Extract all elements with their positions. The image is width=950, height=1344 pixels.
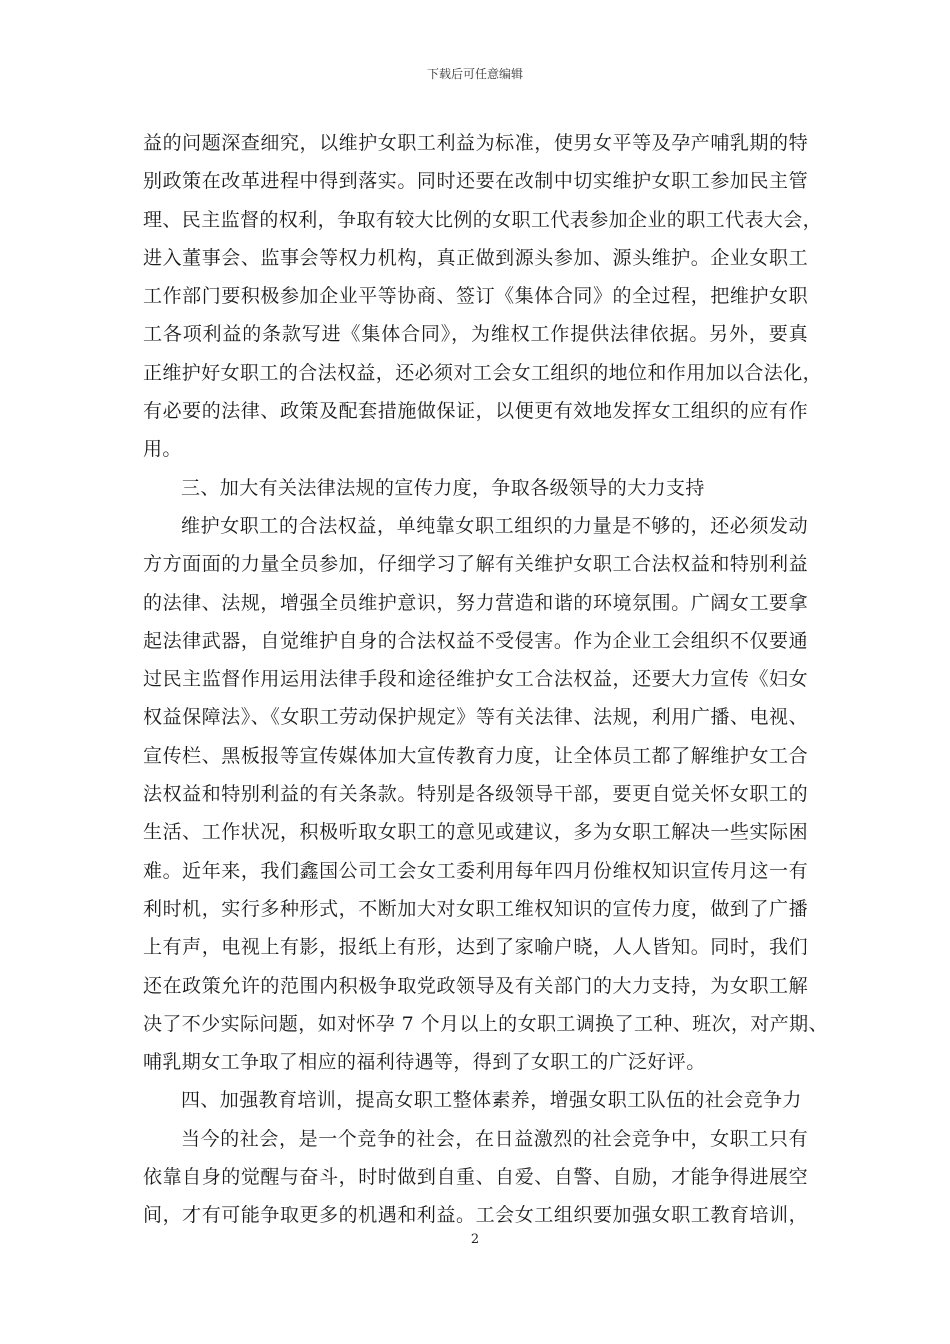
text-line: 别政策在改革进程中得到落实。同时还要在改制中切实维护女职工参加民主管: [143, 170, 808, 193]
section-heading: 四、加强教育培训，提高女职工整体素养，增强女职工队伍的社会竞争力: [181, 1089, 802, 1112]
text-line: 有必要的法律、政策及配套措施做保证，以便更有效地发挥女工组织的应有作: [143, 400, 808, 423]
text-line: 决了不少实际问题，如对怀孕 7 个月以上的女职工调换了工种、班次，对产期、: [143, 1012, 828, 1035]
text-line: 利时机，实行多种形式，不断加大对女职工维权知识的宣传力度，做到了广播: [143, 897, 808, 920]
page-number: 2: [470, 1232, 480, 1247]
text-line: 理、民主监督的权利，争取有较大比例的女职工代表参加企业的职工代表大会，: [143, 208, 823, 231]
page-header: 下载后可任意编辑: [426, 67, 523, 81]
text-line: 维护女职工的合法权益，单纯靠女职工组织的力量是不够的，还必须发动: [181, 514, 808, 537]
text-line: 依靠自身的觉醒与奋斗，时时做到自重、自爱、自警、自励，才能争得进展空: [143, 1166, 808, 1189]
text-line: 宣传栏、黑板报等宣传媒体加大宣传教育力度，让全体员工都了解维护女工合: [143, 744, 808, 767]
text-line: 工作部门要积极参加企业平等协商、签订《集体合同》的全过程，把维护女职: [143, 285, 808, 308]
text-line: 上有声，电视上有影，报纸上有形，达到了家喻户晓，人人皆知。同时，我们: [143, 936, 808, 959]
text-line: 用。: [143, 438, 182, 461]
text-line: 间，才有可能争取更多的机遇和利益。工会女工组织要加强女职工教育培训，: [143, 1204, 808, 1227]
text-line: 权益保障法》、《女职工劳动保护规定》等有关法律、法规，利用广播、电视、: [143, 706, 808, 729]
text-line: 难。近年来，我们鑫国公司工会女工委利用每年四月份维权知识宣传月这一有: [143, 859, 808, 882]
text-line: 益的问题深查细究，以维护女职工利益为标准，使男女平等及孕产哺乳期的特: [143, 132, 808, 154]
text-line: 进入董事会、监事会等权力机构，真正做到源头参加、源头维护。企业女职工: [143, 246, 808, 269]
text-line: 工各项利益的条款写进《集体合同》，为维权工作提供法律依据。另外，要真: [143, 323, 808, 346]
section-heading: 三、加大有关法律法规的宣传力度，争取各级领导的大力支持: [181, 476, 705, 499]
text-line: 法权益和特别利益的有关条款。特别是各级领导干部，要更自觉关怀女职工的: [143, 783, 808, 806]
document-body: [143, 124, 828, 1235]
text-line: 当今的社会，是一个竞争的社会，在日益激烈的社会竞争中，女职工只有: [181, 1127, 808, 1150]
text-line: 过民主监督作用运用法律手段和途径维护女工合法权益，还要大力宣传《妇女: [143, 668, 808, 691]
text-line: 正维护好女职工的合法权益，还必须对工会女工组织的地位和作用加以合法化，: [143, 361, 823, 384]
text-line: 生活、工作状况，积极听取女职工的意见或建议，多为女职工解决一些实际困: [143, 821, 808, 844]
text-line: 方方面面的力量全员参加，仔细学习了解有关维护女职工合法权益和特别利益: [143, 553, 808, 576]
text-line: 起法律武器，自觉维护自身的合法权益不受侵害。作为企业工会组织不仅要通: [143, 629, 808, 652]
text-line: 还在政策允许的范围内积极争取党政领导及有关部门的大力支持，为女职工解: [143, 974, 808, 997]
text-line: 哺乳期女工争取了相应的福利待遇等，得到了女职工的广泛好评。: [143, 1051, 706, 1074]
text-line: 的法律、法规，增强全员维护意识，努力营造和谐的环境氛围。广阔女工要拿: [143, 591, 808, 614]
